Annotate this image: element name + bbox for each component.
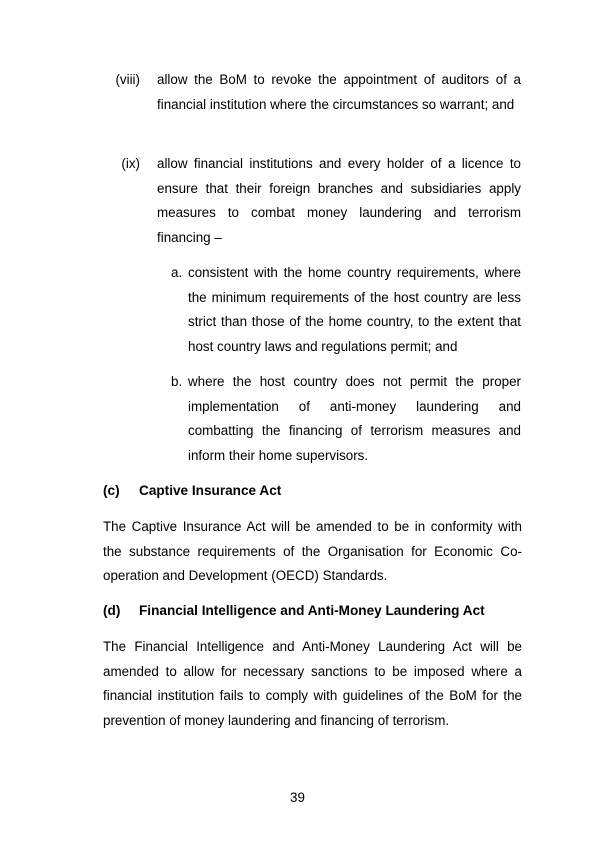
- section-c-title: Captive Insurance Act: [139, 483, 282, 498]
- sub-item-b-text: where the host country does not permit the proper implementation of anti-money laundering and combatting the financing of terrorism measures and inform their home supervisors.: [188, 374, 521, 463]
- list-marker-viii: (viii): [115, 72, 140, 87]
- sub-item-marker-b: b.: [171, 374, 183, 389]
- section-d-letter: (d): [103, 603, 121, 618]
- section-d-title: Financial Intelligence and Anti-Money Laundering Act: [139, 603, 485, 618]
- section-d-body: The Financial Intelligence and Anti-Money Laundering Act will be amended to allow for necessary sanctions to be imposed where a financial institution fails to comply with guidelines of the BoM for the prevention of money laundering and financing of terrorism.: [103, 639, 522, 728]
- list-marker-ix: (ix): [121, 156, 140, 171]
- section-c-letter: (c): [103, 483, 120, 498]
- section-c-body: The Captive Insurance Act will be amended to be in conformity with the substance requirements of the Organisation for Economic Co-operation and Development (OECD) Standards.: [103, 519, 522, 583]
- sub-item-a-text: consistent with the home country requirements, where the minimum requirements of the host country are less strict than those of the home country, to the extent that host country laws and regulations permit; and: [188, 265, 521, 354]
- sub-item-marker-a: a.: [171, 265, 183, 280]
- page-number: 39: [290, 790, 305, 805]
- list-item-ix-text: allow financial institutions and every holder of a licence to ensure that their foreign branches and subsidiaries apply measures to combat money laundering and terrorism financing –: [157, 156, 521, 245]
- list-item-viii-text: allow the BoM to revoke the appointment of auditors of a financial institution where the circumstances so warrant; and: [157, 72, 521, 112]
